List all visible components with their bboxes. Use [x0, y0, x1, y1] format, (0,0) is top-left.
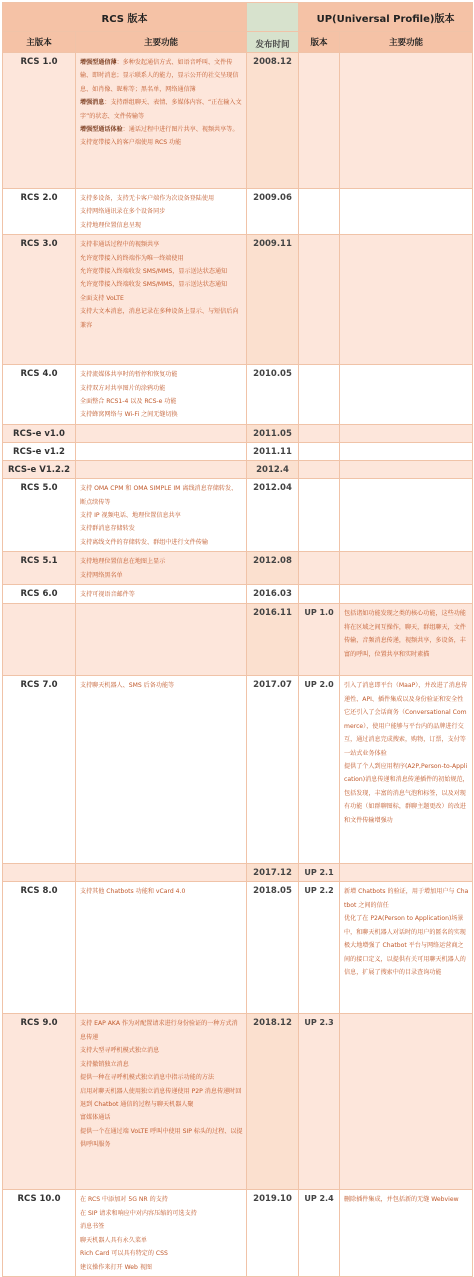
feature-item: 富媒体通话: [80, 1114, 111, 1122]
table-title-row: [3, 3, 473, 32]
main-features-cell: [76, 864, 247, 882]
rcs-version-table: [2, 2, 473, 1277]
main-features-cell: [76, 189, 247, 235]
main-version-cell: RCS 1.0: [3, 53, 76, 189]
main-version-cell: RCS 8.0: [3, 882, 76, 1014]
release-date-cell: 2016.11: [247, 604, 299, 676]
up-version-cell: [299, 53, 340, 189]
feature-item: 提供一种在寻呼机模式独立消息中指示功能的方法: [80, 1074, 215, 1082]
feature-item: 在 RCS 中添加对 5G NR 的支持: [80, 1196, 168, 1204]
main-features-cell: [76, 425, 247, 443]
feature-item: 支持非通话过程中的视频共享: [80, 241, 160, 249]
rcs-title: RCS 版本: [3, 3, 247, 32]
up-features-cell: [340, 676, 473, 864]
feature-item: 启用对聊天机器人使用独立消息传递使用 P2P 消息传递时回退到 Chatbot 通信的过程与聊天机器人聚: [80, 1087, 242, 1108]
main-features-cell: [76, 365, 247, 425]
feature-item: 支持聊天机器人、SMS 后备功能等: [80, 682, 175, 690]
feature-item: 支持可视语音邮件等: [80, 591, 135, 599]
main-features-cell: [76, 676, 247, 864]
feature-item: 支持网络黑名单: [80, 571, 123, 579]
release-date-cell: 2009.06: [247, 189, 299, 235]
up-features-cell: [340, 552, 473, 585]
feature-item: 全面支持 VoLTE: [80, 294, 124, 302]
date-header-spacer: [247, 3, 299, 32]
up-feature-item: 提供了个人到应用程序(A2P,Person-to-Application)消息传递和消息传递插件的初始规范，包括发现，丰富的消息气泡和标签，以及对现有功能（如群聊图标，群聊主题更改）的改进和文件传输增强功: [344, 762, 469, 824]
main-version-cell: RCS 3.0: [3, 235, 76, 365]
table-row: [3, 235, 473, 365]
up-version-cell: UP 2.3: [299, 1014, 340, 1190]
main-features-cell: [76, 1014, 247, 1190]
feature-item: 支持 OMA CPM 和 OMA SIMPLE IM 离线消息存储转发、断点续传等: [80, 485, 238, 506]
release-date-cell: 2016.03: [247, 585, 299, 604]
main-version-cell: RCS 6.0: [3, 585, 76, 604]
up-features-cell: [340, 235, 473, 365]
feature-item: 支持大文本消息，消息记录在多种设备上显示、与短信后向兼容: [80, 308, 239, 329]
up-feature-item: 包括诸如功能发现之类的核心功能，这些功能将在区域之间互操作，聊天，群组聊天，文件传输，音频消息传递，视频共享，多设备，丰富的呼叫，位置共享和实时素描: [344, 610, 466, 658]
up-features-cell: [340, 864, 473, 882]
feature-item: 支持宽带接入的客户端使用 RCS 功能: [80, 139, 182, 147]
table-row: [3, 425, 473, 443]
release-date-cell: 2008.12: [247, 53, 299, 189]
col-release-date: 发布时间: [247, 32, 299, 53]
feature-item: 支持地理位置信息呈现: [80, 221, 141, 229]
main-version-cell: RCS-e v1.2: [3, 443, 76, 461]
up-features-cell: [340, 443, 473, 461]
table-row: [3, 604, 473, 676]
feature-item: 增强消息：支持群组聊天、表情、多媒体内容、“正在输入文字”的状态、文件传输等: [80, 99, 242, 120]
feature-item: 全面整合 RCS1-4 以及 RCS-e 功能: [80, 398, 177, 406]
up-version-cell: [299, 425, 340, 443]
main-version-cell: RCS 9.0: [3, 1014, 76, 1190]
table-row: [3, 882, 473, 1014]
up-version-cell: [299, 365, 340, 425]
feature-item: 支持群消息存储转发: [80, 525, 135, 533]
feature-item: 支持其他 Chatbots 功能和 vCard 4.0: [80, 888, 186, 896]
table-row: [3, 585, 473, 604]
main-version-cell: RCS-e v1.0: [3, 425, 76, 443]
release-date-cell: 2012.08: [247, 552, 299, 585]
table-row: [3, 1014, 473, 1190]
table-row: [3, 189, 473, 235]
main-version-cell: RCS 10.0: [3, 1190, 76, 1276]
main-version-cell: [3, 604, 76, 676]
table-row: [3, 461, 473, 479]
up-version-cell: UP 2.2: [299, 882, 340, 1014]
table-row: [3, 864, 473, 882]
table-row: [3, 53, 473, 189]
up-feature-item: 引入了消息即平台（MaaP），并改进了消息传递性、API、插件集成以及身份验证和安全性: [344, 682, 468, 703]
release-date-cell: 2018.12: [247, 1014, 299, 1190]
feature-item: 在 SIP 请求和响应中对内容压缩的可选支持: [80, 1209, 197, 1217]
feature-item: 支持撤销独立消息: [80, 1060, 129, 1068]
release-date-cell: 2011.05: [247, 425, 299, 443]
feature-item: 增强型通信薄：多种发起通信方式、如语音呼叫、文件传输、即时消息；显示联系人的能力，显示公开的社交呈现信息、如肖像、昵称等；黑名单，网络通信簿: [80, 59, 239, 93]
up-feature-item: 极大地增强了 Chatbot 平台与网络运营商之间的接口定义，以提供有关可用聊天机器人的信息，扩展了搜索中的目录查询功能: [344, 942, 466, 976]
release-date-cell: 2009.11: [247, 235, 299, 365]
main-features-cell: [76, 235, 247, 365]
up-version-cell: [299, 461, 340, 479]
feature-item: 支持 EAP AKA 作为对配置请求进行身份验证的一种方式消息传递: [80, 1020, 238, 1041]
table-row: [3, 676, 473, 864]
main-features-cell: [76, 479, 247, 552]
feature-item: 支持网络通讯录在多个设备同步: [80, 208, 166, 216]
feature-item: 允许宽带接入的终端作为唯一终端使用: [80, 254, 184, 262]
up-features-cell: [340, 882, 473, 1014]
main-features-cell: [76, 443, 247, 461]
feature-item: 支持 IP 视频电话、地理位置信息共享: [80, 512, 181, 520]
main-version-cell: RCS 7.0: [3, 676, 76, 864]
up-features-cell: [340, 53, 473, 189]
main-features-cell: [76, 552, 247, 585]
up-feature-item: 它还引入了会话商务（Conversational Commerce），使用户能够与平台内的品牌进行交互，通过消息完成搜索，购物，订票，支付等一站式业务体验: [344, 709, 467, 757]
release-date-cell: 2017.07: [247, 676, 299, 864]
up-features-cell: [340, 365, 473, 425]
feature-item: 允许宽带接入终端收发 SMS/MMS，显示送达状态通知: [80, 281, 228, 289]
table-row: [3, 443, 473, 461]
feature-item: 建议操作来打开 Web 视图: [80, 1263, 153, 1271]
col-main-version: 主版本: [3, 32, 76, 53]
release-date-cell: 2012.04: [247, 479, 299, 552]
up-title: UP(Universal Profile)版本: [299, 3, 473, 32]
release-date-cell: 2017.12: [247, 864, 299, 882]
up-feature-item: 删除插件集成，并包括新的无缝 Webview: [344, 1196, 459, 1204]
up-version-cell: [299, 552, 340, 585]
up-features-cell: [340, 1014, 473, 1190]
up-features-cell: [340, 1190, 473, 1276]
main-version-cell: RCS 5.0: [3, 479, 76, 552]
release-date-cell: 2018.05: [247, 882, 299, 1014]
up-features-cell: [340, 425, 473, 443]
feature-item: 支持大型寻呼机模式独立消息: [80, 1047, 160, 1055]
up-version-cell: UP 2.0: [299, 676, 340, 864]
feature-item: Rich Card 可以具有特定的 CSS: [80, 1250, 168, 1258]
up-version-cell: UP 1.0: [299, 604, 340, 676]
main-features-cell: [76, 882, 247, 1014]
main-version-cell: [3, 864, 76, 882]
feature-item: 增强型通话体验：通话过程中进行图片共享、视频共享等。: [80, 126, 239, 134]
up-feature-item: 新增 Chatbots 的验证，用于增加用户与 Chatbot 之间的信任: [344, 888, 469, 909]
feature-item: 提供一个在通过端 VoLTE 呼叫中使用 SIP 标头的过程、以提供呼叫服务: [80, 1127, 243, 1149]
table-row: [3, 479, 473, 552]
up-version-cell: UP 2.1: [299, 864, 340, 882]
main-version-cell: RCS 5.1: [3, 552, 76, 585]
table-row: [3, 1190, 473, 1276]
up-version-cell: UP 2.4: [299, 1190, 340, 1276]
up-version-cell: [299, 443, 340, 461]
up-features-cell: [340, 189, 473, 235]
feature-item: 支持地理位置信息在地图上显示: [80, 558, 166, 566]
up-features-cell: [340, 604, 473, 676]
up-version-cell: [299, 585, 340, 604]
release-date-cell: 2019.10: [247, 1190, 299, 1276]
col-up-features: 主要功能: [340, 32, 473, 53]
main-features-cell: [76, 461, 247, 479]
up-version-cell: [299, 235, 340, 365]
col-version: 版本: [299, 32, 340, 53]
release-date-cell: 2012.4: [247, 461, 299, 479]
up-features-cell: [340, 479, 473, 552]
feature-item: 支持离线文件的存储转发、群组中进行文件传输: [80, 538, 208, 546]
feature-item: 允许宽带接入终端收发 SMS/MMS，显示送达状态通知: [80, 268, 228, 276]
table-row: [3, 552, 473, 585]
main-version-cell: RCS 4.0: [3, 365, 76, 425]
up-version-cell: [299, 479, 340, 552]
up-feature-item: 优化了在 P2A(Person to Application)场景中，和聊天机器人对话时的用户的匿名的实现: [344, 915, 466, 936]
release-date-cell: 2010.05: [247, 365, 299, 425]
table-row: [3, 365, 473, 425]
up-version-cell: [299, 189, 340, 235]
up-features-cell: [340, 461, 473, 479]
feature-item: 聊天机器人具有永久菜单: [80, 1236, 148, 1244]
main-version-cell: RCS-e V1.2.2: [3, 461, 76, 479]
feature-item: 支持蜂窝网络与 Wi-Fi 之间无缝切换: [80, 411, 178, 419]
feature-item: 支持多设备，支持无卡客户端作为次设备登陆使用: [80, 195, 215, 202]
col-main-features: 主要功能: [76, 32, 247, 53]
main-features-cell: [76, 604, 247, 676]
feature-item: 支持双方对共享图片的涂鸦功能: [80, 384, 166, 392]
main-features-cell: [76, 1190, 247, 1276]
up-features-cell: [340, 585, 473, 604]
feature-item: 支持流媒体共享时的暂停和恢复功能: [80, 371, 178, 379]
feature-item: 消息书签: [80, 1223, 105, 1231]
main-version-cell: RCS 2.0: [3, 189, 76, 235]
main-features-cell: [76, 585, 247, 604]
main-features-cell: [76, 53, 247, 189]
column-header-row: [3, 32, 473, 53]
release-date-cell: 2011.11: [247, 443, 299, 461]
